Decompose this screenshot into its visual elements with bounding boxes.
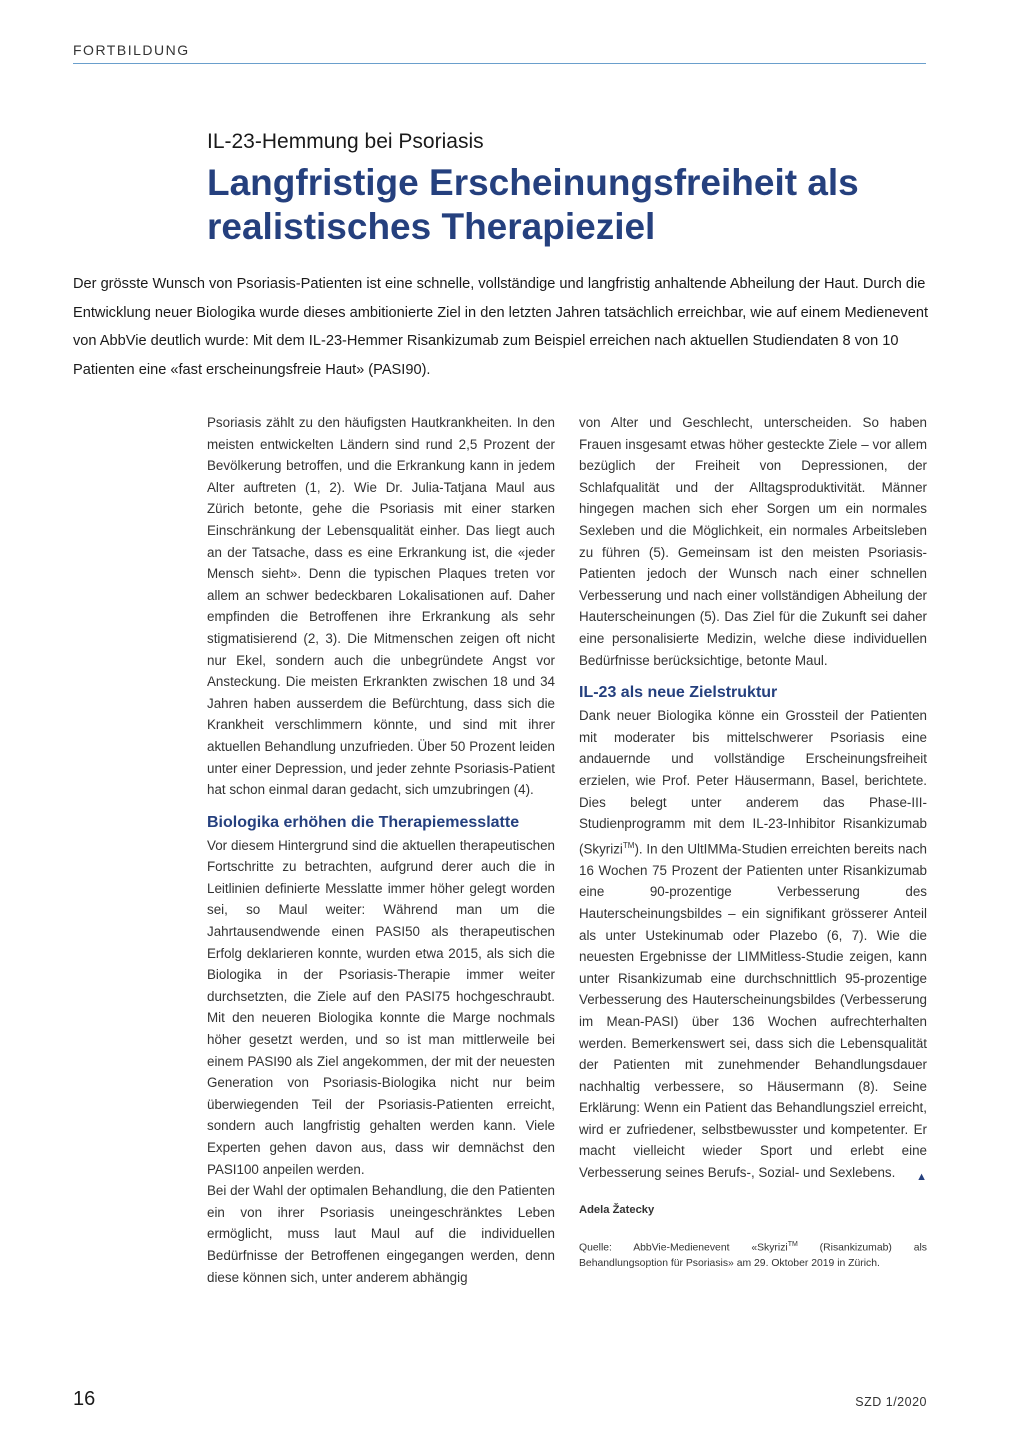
left-paragraph-3: Bei der Wahl der optimalen Behandlung, die den Patienten ein von ihrer Psoriasis uneingeschränktes Leben ermöglicht, muss laut Maul auf die individuellen Bedürfnisse der Betroffenen eingegangen werden, denn diese können sich, unter anderem abhängig	[207, 1183, 555, 1285]
end-of-article-icon: ▲	[916, 1171, 927, 1184]
article-lead: Der grösste Wunsch von Psoriasis-Patienten ist eine schnelle, vollständige und langfristig anhaltende Abheilung der Haut. Durch die Entwicklung neuer Biologika wurde dieses ambitionierte Ziel in den letzten Jahren tatsächlich erreichbar, wie auf einem Medienevent von AbbVie deutlich wurde: Mit dem IL-23-Hemmer Risankizumab zum Beispiel erreichen nach aktuellen Studiendaten 8 von 10 Patienten eine «fast erscheinungsfreie Haut» (PASI90).	[73, 276, 929, 378]
right-column	[579, 412, 927, 1271]
left-paragraph-1: Psoriasis zählt zu den häufigsten Hautkrankheiten. In den meisten entwickelten Ländern sind rund 2,5 Prozent der Bevölkerung betroffen, und die Erkrankung kann in jedem Alter auftreten (1, 2). Wie Dr. Julia-Tatjana Maul aus Zürich betonte, gehe die Psoriasis mit einer starken Einschränkung der Lebensqualität einher. Das liegt auch an der Tatsache, dass es eine Erkrankung ist, die «jeder Mensch sieht». Denn die typischen Plaques treten vor allem an schwer bedeckbaren Lokalisationen auf. Daher empfinden die Betroffenen ihre Erkrankung als sehr stigmatisierend (2, 3). Die Mitmenschen zeigen oft nicht nur Ekel, sondern auch die unbegründete Angst vor Ansteckung. Die meisten Erkrankten zwischen 18 und 34 Jahren haben ausserdem die Befürchtung, dass sich die Krankheit verschlimmern könnte, und sind mit ihrer aktuellen Behandlung unzufrieden. Über 50 Prozent leiden unter einer Depression, und jeder zehnte Psoriasis-Patient hat schon einmal daran gedacht, sich umzubringen (4).	[207, 415, 555, 798]
source-trademark-superscript: TM	[787, 1241, 798, 1249]
section-label: FORTBILDUNG	[73, 42, 190, 58]
source-note-part-a: Quelle: AbbVie-Medienevent «Skyrizi	[579, 1242, 788, 1254]
left-paragraph-2: Vor diesem Hintergrund sind die aktuellen therapeutischen Fortschritte zu betrachten, aufgrund derer auch die in Leitlinien definierte Messlatte immer höher gelegt worden sei, so Maul weiter: Während man um die Jahrtausendwende einen PASI50 als therapeutischen Erfolg deklarieren konnte, wurden etwa 2015, als sich die Biologika in der Psoriasis-Therapie immer weiter durchsetzten, die Ziele auf den PASI75 hochgeschraubt. Mit den neueren Biologika konnte die Marge nochmals höher gesetzt werden, und so ist man mittlerweile bei einem PASI90 als Ziel angekommen, der mit der neuesten Generation von Psoriasis-Biologika nicht nur beim überwiegenden Teil der Psoriasis-Patienten erreicht, sondern auch langfristig gehalten werden kann. Viele Experten gehen davon aus, dass wir demnächst den PASI100 anpeilen werden.	[207, 837, 555, 1177]
article-kicker: IL-23-Hemmung bei Psoriasis	[207, 130, 484, 153]
right-paragraph-2	[579, 705, 927, 1184]
author-name: Adela Žatecky	[579, 1203, 655, 1216]
left-subheading: Biologika erhöhen die Therapiemesslatte	[207, 813, 520, 831]
left-column	[207, 412, 555, 1288]
issue-label: SZD 1/2020	[855, 1395, 927, 1409]
right-subheading: IL-23 als neue Zielstruktur	[579, 684, 778, 702]
right-paragraph-1: von Alter und Geschlecht, unterscheiden. So haben Frauen insgesamt etwas höher gesteckte Ziele – vor allem bezüglich der Freiheit von Depressionen, der Schlafqualität und der Alltagsproduktivität. Männer hingegen machen sich eher Sorgen um ein normales Sexleben und die Möglichkeit, ein normales Arbeitsleben zu führen (5). Gemeinsam ist den meisten Psoriasis-Patienten jedoch der Wunsch nach einer schnellen Verbesserung und nach einer vollständigen Abheilung der Hauterscheinungen (5). Das Ziel für die Zukunft sei daher eine personalisierte Medizin, welche diese individuellen Bedürfnisse berücksichtige, betonte Maul.	[579, 415, 927, 668]
header-rule	[73, 63, 926, 64]
right-paragraph-2-part-b: ). In den UltIMMa-Studien erreichten bereits nach 16 Wochen 75 Prozent der Patienten unter Risankizumab eine 90-prozentige Verbesserung des Hauterscheinungsbildes – ein signifikant grösserer Anteil als unter Ustekinumab oder Plazebo (6, 7). Wie die neuesten Ergebnisse der LIMMitless-Studie zeigen, kann unter Risankizumab eine durchschnittlich 95-prozentige Verbesserung des Hauterscheinungsbildes (Verbesserung im Mean-PASI) über 136 Wochen aufrechterhalten werden. Bemerkenswert sei, dass sich die Lebensqualität der Patienten mit zunehmender Behandlungsdauer nachhaltig verbessere, so Häusermann (8). Seine Erklärung: Wenn ein Patient das Behandlungsziel erreicht, wird er zufriedener, selbstbewusster und kompetenter. Er macht vielleicht wieder Sport und erlebt eine Verbesserung seines Berufs-, Sozial- und Sexlebens.	[579, 841, 927, 1181]
right-paragraph-2-part-a: Dank neuer Biologika könne ein Grossteil der Patienten mit moderater bis mittelschwerer Psoriasis eine andauernde und vollständige Erscheinungsfreiheit erzielen, wie Prof. Peter Häusermann, Basel, berichtete. Dies belegt unter anderem das Phase-III-Studienprogramm mit dem IL-23-Inhibitor Risankizumab (Skyrizi	[579, 708, 927, 857]
page-number: 16	[73, 1388, 96, 1410]
article-title: Langfristige Erscheinungsfreiheit als realistisches Therapieziel	[207, 162, 859, 247]
trademark-superscript: TM	[622, 840, 635, 850]
source-note	[579, 1237, 927, 1270]
source-note-part-b: (Risankizumab) als Behandlungsoption für Psoriasis» am 29. Oktober 2019 in Zürich.	[579, 1242, 927, 1269]
